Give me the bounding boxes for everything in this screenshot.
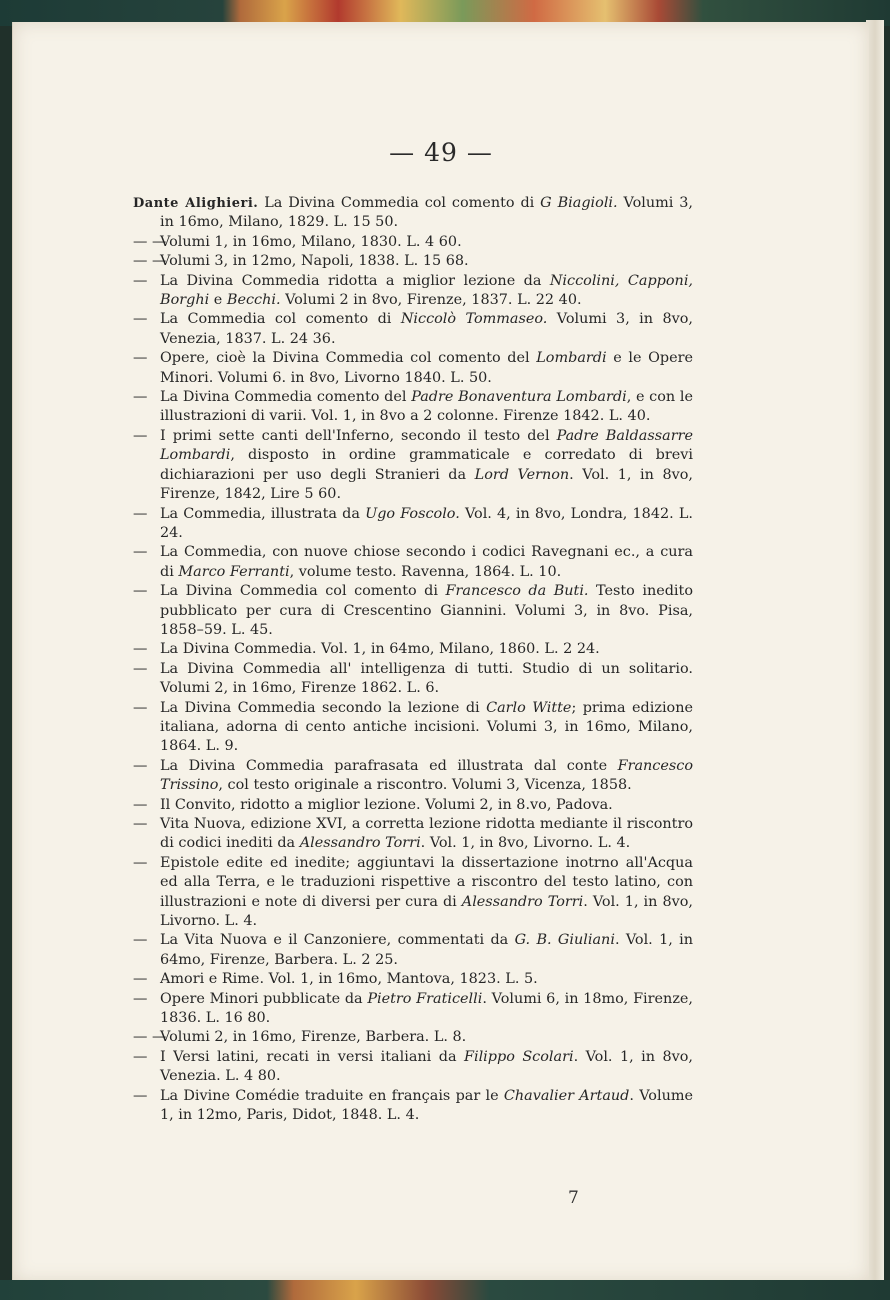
entry-text: Opere Minori pubblicate da bbox=[160, 990, 368, 1007]
catalog-entry bbox=[133, 660, 693, 699]
entry-italic-name: G. B. Giuliani bbox=[514, 932, 615, 949]
catalog-entry bbox=[133, 970, 693, 989]
entry-dash: — bbox=[133, 854, 148, 871]
entry-text: La Commedia, con nuove chiose secondo i codici Ravegnani ec., a cura di bbox=[160, 544, 693, 580]
entry-italic-name: Francesco Trissino bbox=[160, 757, 693, 794]
entry-text: La Commedia col comento di bbox=[160, 311, 401, 328]
entry-dash: — bbox=[133, 389, 148, 406]
entry-dash: — bbox=[133, 796, 148, 813]
catalog-entry bbox=[133, 194, 693, 233]
entry-italic-name: Niccolò Tommaseo. bbox=[400, 311, 548, 328]
entry-author-heading: Dante Alighieri. bbox=[133, 196, 259, 211]
entry-italic-name: Marco Ferranti bbox=[178, 563, 290, 580]
catalog-entry bbox=[133, 505, 693, 544]
entry-italic-name: Becchi. bbox=[226, 292, 281, 309]
catalog-entry bbox=[133, 757, 693, 796]
book-page bbox=[12, 22, 869, 1282]
catalog-entry bbox=[133, 388, 693, 427]
catalog-entry bbox=[133, 815, 693, 854]
entry-dash: — bbox=[133, 1048, 148, 1065]
entry-text: Volumi 2 in 8vo, Firenze, 1837. L. 22 40. bbox=[280, 292, 582, 309]
entry-text: La Commedia, illustrata da bbox=[160, 505, 366, 522]
entry-text: I Versi latini, recati in versi italiani da bbox=[160, 1048, 464, 1065]
entry-text: . Vol. 1, in 8vo, Livorno. L. 4. bbox=[420, 835, 631, 852]
entry-text: La Divina Commedia all' intelligenza di tutti. Studio di un solitario. Volumi 2, in 16mo, Firenze 1862. L. 6. bbox=[160, 660, 693, 697]
entry-text: e le Opere Minori. Volumi 6. in 8vo, Livorno 1840. L. 50. bbox=[160, 350, 693, 386]
catalog-entry bbox=[133, 427, 693, 505]
entry-italic-name: Niccolini, Capponi, Borghi bbox=[160, 272, 694, 309]
entry-text: Volumi 3, in 12mo, Napoli, 1838. L. 15 68. bbox=[160, 253, 469, 270]
entry-text: Volumi 2, in 16mo, Firenze, Barbera. L. 8. bbox=[160, 1029, 467, 1046]
entry-text: La Vita Nuova e il Canzoniere, commentati da bbox=[160, 932, 515, 949]
entry-dash: — — bbox=[133, 253, 167, 270]
entry-italic-name: Filippo Scolari bbox=[463, 1048, 574, 1065]
entry-dash: — bbox=[133, 660, 148, 677]
catalog-entry bbox=[133, 543, 693, 582]
entry-text: Il Convito, ridotto a miglior lezione. Volumi 2, in 8.vo, Padova. bbox=[160, 796, 613, 813]
entry-dash: — bbox=[133, 641, 148, 658]
entry-italic-name: Lombardi bbox=[536, 350, 607, 367]
catalog-entry bbox=[133, 349, 693, 388]
entry-text: , col testo originale a riscontro. Volumi 3, Vicenza, 1858. bbox=[218, 777, 632, 794]
entry-text: La Divina Commedia col comento di bbox=[258, 195, 541, 211]
catalog-entry bbox=[133, 699, 693, 757]
entry-dash: — bbox=[133, 583, 148, 600]
entry-dash: — — bbox=[133, 233, 167, 250]
entry-text: Vol. 4, in 8vo, Londra, 1842. L. 24. bbox=[160, 505, 693, 541]
entry-italic-name: Padre Baldassarre Lombardi bbox=[160, 427, 693, 464]
entry-dash: — bbox=[133, 350, 148, 367]
entry-text: La Divine Comédie traduite en français par le bbox=[160, 1087, 504, 1104]
entry-text: La Divina Commedia secondo la lezione di bbox=[160, 699, 487, 716]
catalog-entry bbox=[133, 640, 693, 659]
entry-dash: — bbox=[133, 311, 148, 328]
entry-italic-name: Alessandro Torri bbox=[299, 835, 421, 852]
entry-text: e bbox=[209, 292, 227, 309]
entry-text: Vita Nuova, edizione XVI, a corretta lezione ridotta mediante il riscontro di codici inediti da bbox=[160, 816, 693, 852]
book-binding-bottom bbox=[0, 1280, 890, 1300]
entry-dash: — bbox=[133, 1087, 148, 1104]
catalog-entries bbox=[133, 194, 693, 1126]
entry-text: Testo inedito pubblicato per cura di Crescentino Giannini. Volumi 3, in 8vo. Pisa, 1858–59. L. 45. bbox=[160, 583, 693, 638]
entry-dash: — bbox=[133, 272, 148, 289]
entry-dash: — bbox=[133, 505, 148, 522]
entry-text: La Divina Commedia col comento di bbox=[160, 583, 446, 600]
catalog-entry bbox=[133, 310, 693, 349]
entry-text: Volumi 3, in 8vo, Venezia, 1837. L. 24 36. bbox=[160, 311, 693, 347]
catalog-entry bbox=[133, 233, 693, 252]
entry-italic-name: Pietro Fraticelli bbox=[367, 990, 483, 1007]
catalog-entry bbox=[133, 854, 693, 932]
catalog-entry bbox=[133, 931, 693, 970]
entry-text: . Vol. 1, in 64mo, Firenze, Barbera. L. 2 25. bbox=[160, 932, 693, 968]
entry-italic-name: Ugo Foscolo. bbox=[365, 505, 460, 522]
entry-text: . Volume 1, in 12mo, Paris, Didot, 1848. L. 4. bbox=[160, 1087, 694, 1124]
entry-dash: — bbox=[133, 699, 148, 716]
entry-italic-name: Francesco da Buti. bbox=[445, 583, 589, 600]
entry-text: La Divina Commedia parafrasata ed illustrata dal conte bbox=[160, 757, 618, 774]
catalog-entry bbox=[133, 582, 693, 640]
entry-text: La Divina Commedia. Vol. 1, in 64mo, Milano, 1860. L. 2 24. bbox=[160, 641, 600, 658]
entry-italic-name: G Biagioli. bbox=[540, 195, 618, 211]
entry-italic-name: Padre Bonaventura Lombardi bbox=[411, 389, 627, 406]
catalog-entry bbox=[133, 990, 693, 1029]
entry-text: Volumi 3, in 16mo, Milano, 1829. L. 15 50. bbox=[160, 195, 693, 231]
entry-text: Amori e Rime. Vol. 1, in 16mo, Mantova, 1823. L. 5. bbox=[160, 971, 538, 988]
printer-signature-mark: 7 bbox=[568, 1188, 579, 1208]
entry-dash: — bbox=[133, 816, 148, 832]
catalog-entry bbox=[133, 252, 693, 271]
entry-italic-name: Lord Vernon bbox=[474, 466, 570, 483]
entry-text: Opere, cioè la Divina Commedia col comento del bbox=[160, 350, 537, 367]
entry-text: , volume testo. Ravenna, 1864. L. 10. bbox=[289, 563, 562, 580]
entry-text: Volumi 1, in 16mo, Milano, 1830. L. 4 60. bbox=[160, 233, 462, 250]
entry-italic-name: Carlo Witte bbox=[486, 699, 572, 716]
entry-text: ; prima edizione italiana, adorna di cento antiche incisioni. Volumi 3, in 16mo, Milano, 1864. L. 9. bbox=[160, 699, 693, 755]
catalog-entry bbox=[133, 1048, 693, 1087]
entry-italic-name: Alessandro Torri bbox=[461, 893, 584, 910]
entry-italic-name: Chavalier Artaud bbox=[503, 1087, 630, 1104]
catalog-entry bbox=[133, 1028, 693, 1047]
entry-dash: — — bbox=[133, 1029, 167, 1046]
entry-text: La Divina Commedia ridotta a miglior lezione da bbox=[160, 272, 550, 289]
entry-dash: — bbox=[133, 932, 148, 949]
catalog-entry bbox=[133, 1087, 693, 1126]
entry-dash: — bbox=[133, 757, 148, 774]
entry-text: , disposto in ordine grammaticale e corredato di brevi dichiarazioni per uso degli Stranieri da bbox=[160, 447, 693, 483]
entry-dash: — bbox=[133, 427, 148, 444]
entry-text: , e con le illustrazioni di varii. Vol. 1, in 8vo a 2 colonne. Firenze 1842. L. 40. bbox=[160, 389, 693, 425]
entry-dash: — bbox=[133, 990, 148, 1007]
catalog-entry bbox=[133, 272, 693, 311]
entry-text: Epistole edite ed inedite; aggiuntavi la dissertazione inotrno all'Acqua ed alla Terra, e le traduzioni rispettive a riscontro del testo latino, con illustrazioni e note di diversi per cura di bbox=[160, 854, 693, 910]
entry-text: . Vol. 1, in 8vo, Firenze, 1842, Lire 5 60. bbox=[160, 466, 693, 503]
page-number: — 49 — bbox=[389, 138, 493, 167]
entry-text: . Vol. 1, in 8vo, Livorno. L. 4. bbox=[160, 893, 693, 930]
entry-text: La Divina Commedia comento del bbox=[160, 389, 412, 406]
entry-text: . Volumi 6, in 18mo, Firenze, 1836. L. 16 80. bbox=[160, 990, 693, 1027]
entry-text: I primi sette canti dell'Inferno, secondo il testo del bbox=[160, 427, 557, 444]
entry-dash: — bbox=[133, 544, 148, 561]
catalog-entry bbox=[133, 796, 693, 815]
entry-text: . Vol. 1, in 8vo, Venezia. L. 4 80. bbox=[160, 1048, 693, 1085]
entry-dash: — bbox=[133, 971, 148, 988]
